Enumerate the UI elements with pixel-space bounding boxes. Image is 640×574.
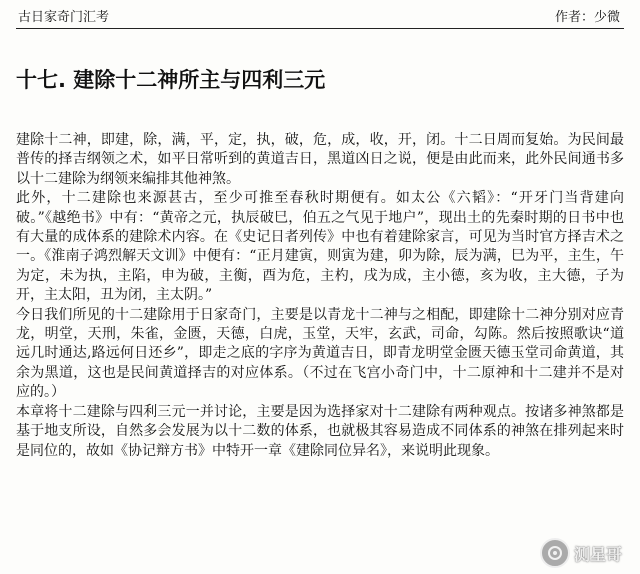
body-text — [16, 131, 624, 461]
chapter-title: 十七. 建除十二神所主与四利三元 — [16, 68, 326, 92]
page-header — [16, 8, 624, 29]
paragraph: 此外，十二建除也来源甚古，至少可推至春秋时期便有。如太公《六韬》：“开牙门当背建向破。”《越绝书》中有：“黄帝之元，执辰破巳，伯五之气见于地户”，现出土的先秦时期的日书中也有大量的成体系的建除术内容。在《史记日者列传》中也有着建除家言，可见为当时官方择吉术之一。《淮南子鸿烈解天文训》中便有：“正月建寅，则寅为建，卯为除，辰为满，巳为平，主生，午为定，未为执，主陷，申为破，主衡，酉为危，主杓，戌为成，主小德，亥为收，主大德，子为开，主太阳，丑为闭，主太阴。” — [16, 190, 624, 304]
watermark-text: 测星哥 — [574, 544, 623, 564]
paragraph: 建除十二神，即建，除，满，平，定，执，破，危，成，收，开，闭。十二日周而复始。为民间最普传的择吉纲领之术，如平日常听到的黄道吉日，黑道凶日之说，便是由此而来，此外民间通书多以十二建除为纲领来编排其他神煞。 — [16, 132, 624, 187]
author-name: 作者：少微 — [554, 10, 620, 25]
paragraph: 本章将十二建除与四利三元一并讨论，主要是因为选择家对十二建除有两种观点。按诸多神煞都是基于地支所设，自然多会发展为以十二数的体系，也就极其容易造成不同体系的神煞在排列起来时是同位的，故如《协记辩方书》中特开一章《建除同位异名》，来说明此现象。 — [16, 403, 624, 459]
watermark — [540, 536, 632, 570]
paragraph: 今日我们所见的十二建除用于日家奇门，主要是以青龙十二神与之相配，即建除十二神分别对应青龙，明堂，天刑，朱雀，金匮，天德，白虎，玉堂，天牢，玄武，司命，勾陈。然后按照歌诀“道远几时通达,路远何日还乡”，即走之底的字序为黄道吉日，即青龙明堂金匮天德玉堂司命黄道，其余为黑道，这也是民间黄道择吉的对应体系。（不过在飞宫小奇门中，十二原神和十二建并不是对应的。） — [16, 306, 624, 401]
book-title: 古日家奇门汇考 — [18, 10, 110, 25]
circle-logo-icon — [540, 538, 570, 568]
